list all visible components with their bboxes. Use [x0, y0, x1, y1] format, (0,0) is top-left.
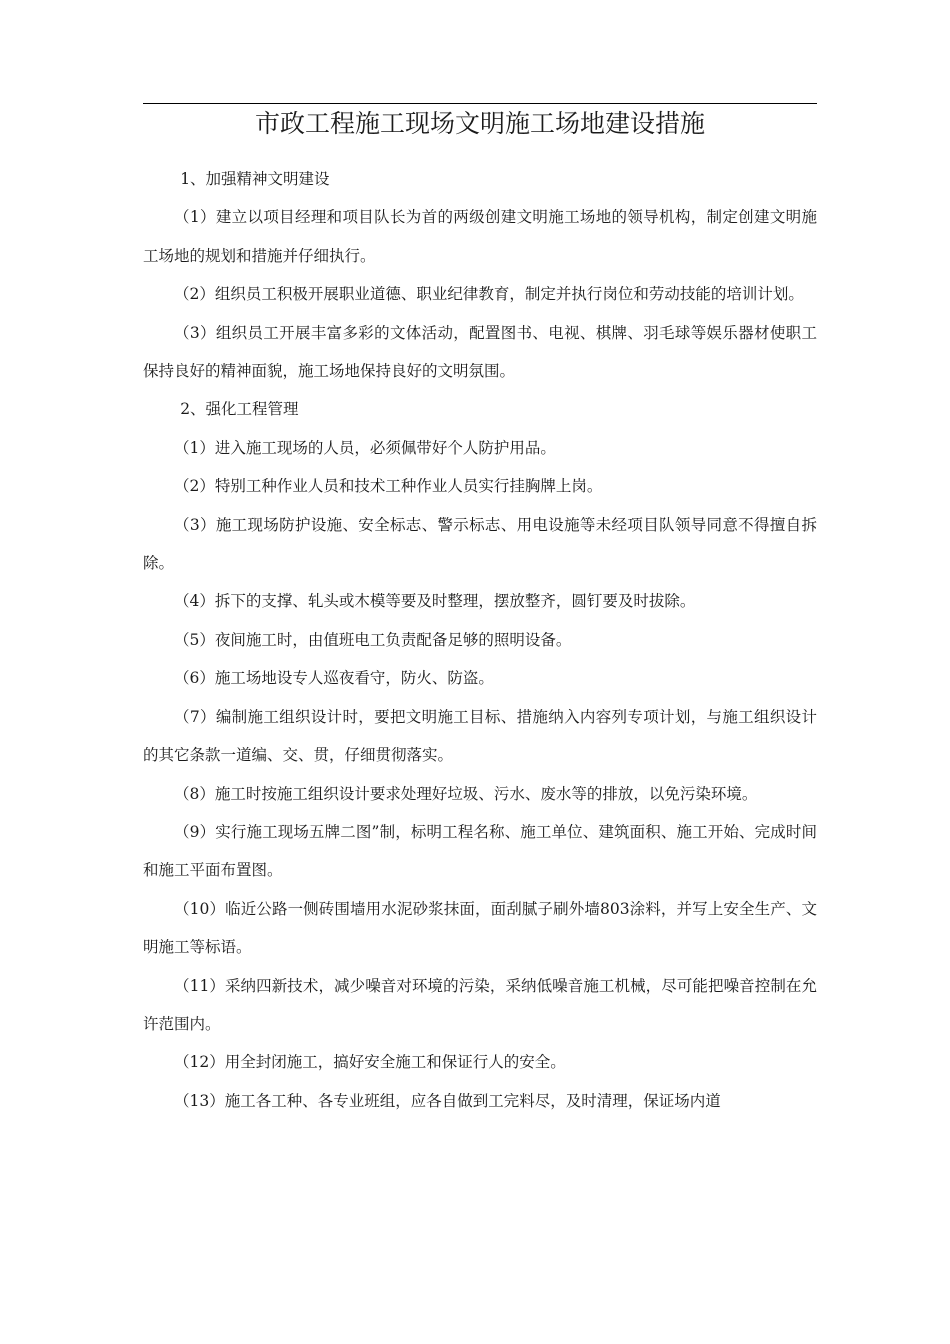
- body-paragraph: （8）施工时按施工组织设计要求处理好垃圾、污水、废水等的排放，以免污染环境。: [174, 784, 758, 803]
- body-paragraph: （10）临近公路一侧砖围墙用水泥砂浆抹面，面刮腻子刷外墙803涂料，并写上安全生产、文明施工等标语。: [143, 899, 817, 957]
- body-paragraph: （2）特别工种作业人员和技术工种作业人员实行挂胸牌上岗。: [174, 477, 603, 496]
- body-paragraph: （6）施工场地设专人巡夜看守，防火、防盗。: [174, 669, 494, 688]
- header-rule: [143, 103, 817, 104]
- body-paragraph: （3）施工现场防护设施、安全标志、警示标志、用电设施等未经项目队领导同意不得擅自拆除。: [143, 515, 817, 573]
- body-paragraph: （9）实行施工现场五牌二图”制，标明工程名称、施工单位、建筑面积、施工开始、完成时间和施工平面布置图。: [143, 822, 817, 880]
- body-paragraph: （3）组织员工开展丰富多彩的文体活动，配置图书、电视、棋牌、羽毛球等娱乐器材使职工保持良好的精神面貌，施工场地保持良好的文明氛围。: [143, 323, 817, 381]
- body-paragraph: （1）进入施工现场的人员，必须佩带好个人防护用品。: [174, 438, 556, 457]
- document-title: 市政工程施工现场文明施工场地建设措施: [254, 109, 705, 138]
- body-paragraph: （12）用全封闭施工，搞好安全施工和保证行人的安全。: [174, 1053, 566, 1072]
- document-body: [143, 160, 817, 1120]
- body-paragraph: （7）编制施工组织设计时，要把文明施工目标、措施纳入内容列专项计划，与施工组织设计的其它条款一道编、交、贯，仔细贯彻落实。: [143, 707, 817, 765]
- body-paragraph: （5）夜间施工时，由值班电工负责配备足够的照明设备。: [174, 630, 572, 649]
- section-heading: 2、强化工程管理: [180, 400, 299, 419]
- body-paragraph: （1）建立以项目经理和项目队长为首的两级创建文明施工场地的领导机构，制定创建文明施工场地的规划和措施并仔细执行。: [143, 208, 817, 265]
- body-paragraph: （11）采纳四新技术，减少噪音对环境的污染，采纳低噪音施工机械，尽可能把噪音控制在允许范围内。: [143, 976, 817, 1033]
- body-paragraph: （4）拆下的支撑、轧头或木模等要及时整理，摆放整齐，圆钉要及时拔除。: [174, 592, 696, 611]
- body-paragraph: （2）组织员工积极开展职业道德、职业纪律教育，制定并执行岗位和劳动技能的培训计划。: [174, 285, 804, 304]
- section-heading: 1、加强精神文明建设: [180, 170, 330, 188]
- body-paragraph: （13）施工各工种、各专业班组，应各自做到工完料尽，及时清理，保证场内道: [174, 1091, 721, 1110]
